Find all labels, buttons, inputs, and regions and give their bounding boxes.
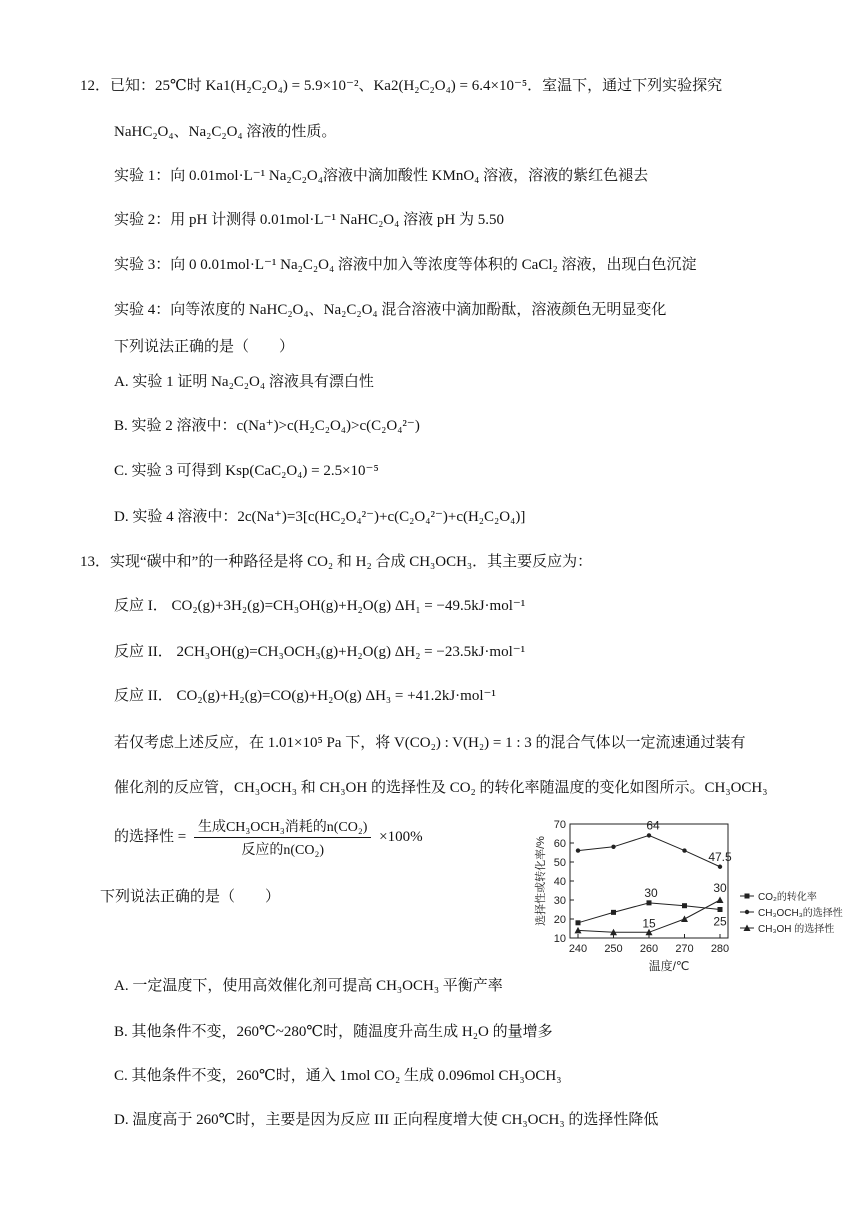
series-line <box>578 835 720 866</box>
q12-stem-line1: 12．已知：25℃时 Ka1(H₂C₂O₄) = 5.9×10⁻²、Ka2(H₂C₂O₄) = 6.4×10⁻⁵．室温下，通过下列实验探究 <box>80 78 723 94</box>
fraction-denominator: 反应的n(CO₂) <box>241 843 324 858</box>
q12-experiment-1: 实验 1：向 0.01mol·L⁻¹ Na₂C₂O₄溶液中滴加酸性 KMnO₄ 溶液，溶液的紫红色褪去 <box>114 168 649 184</box>
q12-option-c[interactable]: C. 实验 3 可得到 Ksp(CaC₂O₄) = 2.5×10⁻⁵ <box>114 463 379 479</box>
data-point <box>682 903 687 908</box>
q13-selectivity-definition <box>114 816 423 859</box>
legend-label: CO₂的转化率 <box>758 892 817 903</box>
definition-suffix: ×100% <box>379 828 423 845</box>
data-label: 30 <box>644 885 658 900</box>
data-point <box>576 920 581 925</box>
y-tick-label: 50 <box>553 857 566 869</box>
y-tick-label: 60 <box>553 838 566 850</box>
data-point <box>681 916 688 923</box>
q13-stem: 13．实现“碳中和”的一种路径是将 CO₂ 和 H₂ 合成 CH₃OCH₃．其主要反应为： <box>80 554 593 570</box>
fraction-numerator: 生成CH₃OCH₃消耗的n(CO₂) <box>194 816 371 838</box>
legend-marker <box>745 910 749 914</box>
legend-marker <box>745 894 750 899</box>
y-tick-label: 30 <box>553 895 566 907</box>
data-point <box>718 865 722 869</box>
data-point <box>717 897 724 904</box>
x-axis-label: 温度/℃ <box>648 959 690 973</box>
data-point <box>647 833 651 837</box>
q13-option-a[interactable]: A. 一定温度下，使用高效催化剂可提高 CH₃OCH₃ 平衡产率 <box>114 978 503 994</box>
q13-reaction-1: 反应 I． CO₂(g)+3H₂(g)=CH₃OH(g)+H₂O(g) ΔH₁ = −49.5kJ·mol⁻¹ <box>114 598 526 614</box>
data-label: 47.5 <box>708 849 732 864</box>
temperature-selectivity-chart <box>524 812 860 992</box>
x-tick-label: 260 <box>639 943 659 955</box>
legend-label: CH₃OCH₃的选择性 <box>758 908 843 919</box>
y-tick-label: 70 <box>553 819 566 831</box>
q12-experiment-4: 实验 4：向等浓度的 NaHC₂O₄、Na₂C₂O₄ 混合溶液中滴加酚酞，溶液颜色无明显变化 <box>114 302 667 318</box>
x-tick-label: 240 <box>568 943 588 955</box>
q13-option-d[interactable]: D. 温度高于 260℃时，主要是因为反应 III 正向程度增大使 CH₃OCH₃ 的选择性降低 <box>114 1112 659 1128</box>
q13-option-b[interactable]: B. 其他条件不变，260℃~280℃时，随温度升高生成 H₂O 的量增多 <box>114 1024 553 1040</box>
data-point <box>718 907 723 912</box>
q13-reaction-2: 反应 II． 2CH₃OH(g)=CH₃OCH₃(g)+H₂O(g) ΔH₂ = −23.5kJ·mol⁻¹ <box>114 644 526 660</box>
data-point <box>611 910 616 915</box>
x-tick-label: 270 <box>675 943 694 955</box>
q13-condition-line2: 催化剂的反应管，CH₃OCH₃ 和 CH₃OH 的选择性及 CO₂ 的转化率随温度的变化如图所示。CH₃OCH₃ <box>114 780 768 796</box>
q12-experiment-3: 实验 3：向 0 0.01mol·L⁻¹ Na₂C₂O₄ 溶液中加入等浓度等体积的 CaCl₂ 溶液，出现白色沉淀 <box>114 257 697 273</box>
q13-prompt: 下列说法正确的是（ ） <box>100 887 281 905</box>
q12-option-a[interactable]: A. 实验 1 证明 Na₂C₂O₄ 溶液具有漂白性 <box>114 374 374 390</box>
y-axis-label: 选择性或转化率/% <box>535 836 547 926</box>
q12-option-d[interactable]: D. 实验 4 溶液中：2c(Na⁺)=3[c(HC₂O₄²⁻)+c(C₂O₄²⁻)+c(H₂C₂O₄)] <box>114 509 526 525</box>
legend-label: CH₃OH 的选择性 <box>758 924 835 935</box>
q12-stem-line2: NaHC₂O₄、Na₂C₂O₄ 溶液的性质。 <box>114 124 337 140</box>
q12-option-b[interactable]: B. 实验 2 溶液中：c(Na⁺)>c(H₂C₂O₄)>c(C₂O₄²⁻) <box>114 418 420 434</box>
data-label: 25 <box>713 914 727 929</box>
x-tick-label: 280 <box>710 943 730 955</box>
data-label: 15 <box>642 916 656 931</box>
q13-option-c[interactable]: C. 其他条件不变，260℃时，通入 1mol CO₂ 生成 0.096mol CH₃OCH₃ <box>114 1068 562 1084</box>
y-tick-label: 40 <box>553 876 566 888</box>
data-point <box>647 900 652 905</box>
data-point <box>682 848 686 852</box>
definition-fraction <box>194 816 371 859</box>
q12-prompt: 下列说法正确的是（ ） <box>114 337 295 355</box>
y-tick-label: 10 <box>553 933 566 945</box>
x-tick-label: 250 <box>604 943 623 955</box>
data-point <box>576 848 580 852</box>
q13-condition-line1: 若仅考虑上述反应，在 1.01×10⁵ Pa 下，将 V(CO₂) : V(H₂) = 1 : 3 的混合气体以一定流速通过装有 <box>114 735 746 751</box>
y-tick-label: 20 <box>553 914 566 926</box>
definition-prefix: 的选择性 = <box>114 828 187 845</box>
q12-experiment-2: 实验 2：用 pH 计测得 0.01mol·L⁻¹ NaHC₂O₄ 溶液 pH 为 5.50 <box>114 212 504 228</box>
q13-reaction-3: 反应 II． CO₂(g)+H₂(g)=CO(g)+H₂O(g) ΔH₃ = +41.2kJ·mol⁻¹ <box>114 688 496 704</box>
data-point <box>611 845 615 849</box>
data-label: 30 <box>713 881 727 895</box>
data-label: 64 <box>646 818 660 833</box>
